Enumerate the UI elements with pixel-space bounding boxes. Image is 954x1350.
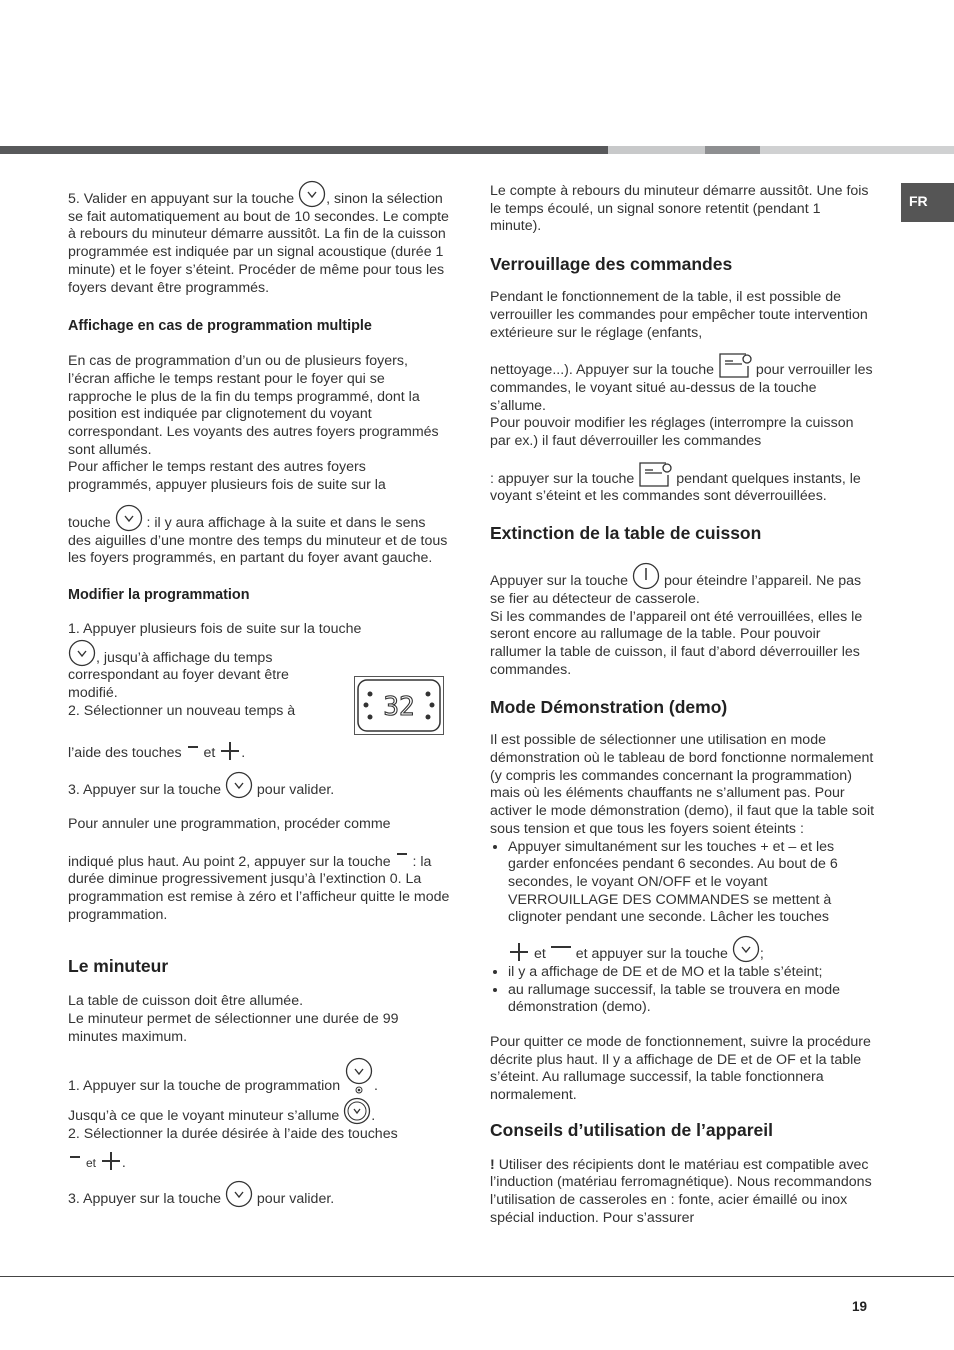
heading-verrouillage: Verrouillage des commandes	[490, 254, 733, 275]
verr-p2: nettoyage...). Appuyer sur la touche pour verrouiller les commandes, le voyant situé au-dessus de la touche s’allume.	[490, 351, 875, 415]
heading-demo: Mode Démonstration (demo)	[490, 697, 728, 718]
minus-key-icon	[68, 1152, 82, 1172]
timer-key-icon	[68, 639, 96, 667]
display-illustration	[354, 676, 444, 735]
clock-icon	[343, 1097, 371, 1125]
conseils-p1: ! Utiliser des récipients dont le matériau est compatible avec l’induction (matériau ferromagnétique). Nous recommandons l’utilisation de casseroles en : fonte, acier émaillé ou inox spécial induction. Pour s’assurer	[490, 1156, 872, 1226]
verr-p1: Pendant le fonctionnement de la table, il est possible de verrouiller les commandes pour empêcher toute intervention extérieure sur le réglage (enfants,	[490, 289, 868, 341]
plus-key-icon	[219, 740, 241, 762]
minus-key-icon	[395, 851, 409, 871]
minus-key-icon	[550, 943, 572, 963]
footer-rule	[0, 1276, 954, 1277]
lock-key-icon	[718, 351, 752, 379]
timer-key-icon	[115, 504, 143, 532]
top-color-bar	[0, 146, 954, 154]
verr-p4: : appuyer sur la touche pendant quelques instants, le voyant s’éteint et les commandes sont déverrouillées.	[490, 460, 875, 506]
page-number: 19	[852, 1299, 868, 1314]
timer-key-icon	[225, 1180, 253, 1208]
heading-extinction: Extinction de la table de cuisson	[490, 523, 762, 544]
lock-key-icon	[638, 460, 672, 488]
minuteur-step2b: et .	[68, 1150, 452, 1173]
multi-paragraph-2: Pour afficher le temps restant des autres foyers programmés, appuyer plusieurs fois de suite sur la	[68, 459, 386, 494]
heading-conseils: Conseils d’utilisation de l’appareil	[490, 1119, 773, 1140]
minuteur-step1: 1. Appuyer sur la touche de programmation .	[68, 1057, 452, 1096]
warning-mark: !	[490, 1156, 495, 1173]
verr-p3: Pour pouvoir modifier les réglages (interrompre la cuisson par ex.) il faut déverrouiller les commandes	[490, 415, 854, 450]
plus-key-icon	[100, 1150, 122, 1172]
timer-key-icon	[225, 771, 253, 799]
timer-prog-key-icon	[344, 1057, 374, 1095]
list-item: • il y a affichage de DE et de MO et la table s’éteint;	[508, 964, 875, 982]
modif-step3: 3. Appuyer sur la touche pour valider.	[68, 771, 452, 800]
right-column	[490, 183, 875, 1228]
multi-paragraph: En cas de programmation d’un ou de plusieurs foyers, l’écran affiche le temps restant pour le foyer qui se rapproche le plus de la fin du temps programmé, dont la position est indiquée par clignotement du voyant correspondant. Les voyants des autres foyers programmés sont allumés.	[68, 353, 439, 458]
ext-p1: Appuyer sur la touche pour éteindre l’appareil. Ne pas se fier au détecteur de casserole.	[490, 562, 875, 608]
demo-p2: Pour quitter ce mode de fonctionnement, suivre la procédure décrite plus haut. Il y a affichage de DE et de OF et la table s’éteint. Au rallumage successif, la table fonctionnera normalement.	[490, 1033, 871, 1104]
minus-key-icon	[186, 742, 200, 762]
minuteur-p1: La table de cuisson doit être allumée.	[68, 993, 304, 1010]
countdown-paragraph: Le compte à rebours du minuteur démarre aussitôt. Une fois le temps écoulé, un signal sonore retentit (pendant 1 minute).	[490, 183, 869, 235]
heading-modifier: Modifier la programmation	[68, 586, 250, 603]
minuteur-step2: 2. Sélectionner la durée désirée à l’aide des touches	[68, 1125, 398, 1142]
demo-list	[490, 839, 875, 1017]
timer-key-icon	[298, 180, 326, 208]
ext-p2: Si les commandes de l’appareil ont été verrouillées, elles le seront encore au rallumage de la table. Pour pouvoir rallumer la table de cuisson, il faut d’abord déverrouiller les commandes.	[490, 608, 863, 678]
modif-step2b: l’aide des touches et .	[68, 740, 452, 763]
heading-multi: Affichage en cas de programmation multiple	[68, 318, 372, 335]
list-item: • au rallumage successif, la table se trouvera en mode démonstration (demo).	[508, 982, 875, 1017]
heading-minuteur: Le minuteur	[68, 956, 169, 977]
plus-key-icon	[508, 941, 530, 963]
cancel-paragraph: Pour annuler une programmation, procéder comme	[68, 815, 391, 832]
step5-paragraph: 5. Valider en appuyant sur la touche , sinon la sélection se fait automatiquement au bout de 10 secondes. Le compte à rebours du minuteur démarre aussitôt. La fin de la cuisson programmée est indiquée par un signal acoustique (durée 1 minute) et le foyer s’éteint. Procéder de même pour tous les foyers devant être programmés.	[68, 180, 452, 297]
power-key-icon	[632, 562, 660, 590]
language-badge: FR	[901, 183, 954, 222]
demo-p1: Il est possible de sélectionner une utilisation en mode démonstration où le tableau de bord fonctionne normalement (y compris les commandes concernant la programmation) mais où les éléments chauffants ne s’allument pas. Pour activer le mode démonstration (demo), il faut que la table soit sous tension et que tous les foyers soient éteints :	[490, 732, 875, 837]
modif-step1: 1. Appuyer plusieurs fois de suite sur la touche	[68, 620, 362, 637]
minuteur-p2: Le minuteur permet de sélectionner une durée de 99 minutes maximum.	[68, 1011, 399, 1045]
minuteur-voyant: Jusqu’à ce que le voyant minuteur s’allume .	[68, 1097, 452, 1126]
minuteur-step3: 3. Appuyer sur la touche pour valider.	[68, 1180, 452, 1209]
display-readout: 32	[383, 692, 415, 722]
list-item: • Appuyer simultanément sur les touches + et – et les garder enfoncées pendant 6 secondes. Au bout de 6 secondes, le voyant ON/OFF et le voyant VERROUILLAGE DES COMMANDES se mettent à clignoter pendant une seconde. Lâcher les touches et et appuyer sur la touche ;	[508, 839, 875, 964]
cancel-paragraph-2: indiqué plus haut. Au point 2, appuyer sur la touche : la durée diminue progressivement jusqu’à l’extinction 0. La programmation est remise à zéro et l’afficheur quitte le mode programmation.	[68, 851, 452, 925]
modif-step1b: , jusqu’à affichage du temps correspondant au foyer devant être modifié.	[68, 639, 330, 703]
modif-step2: 2. Sélectionner un nouveau temps à	[68, 702, 296, 719]
timer-key-icon	[732, 935, 760, 963]
multi-paragraph-3: touche : il y aura affichage à la suite et dans le sens des aiguilles d’une montre des temps du minuteur et de tous les foyers programmés, en partant du foyer avant gauche.	[68, 504, 452, 568]
